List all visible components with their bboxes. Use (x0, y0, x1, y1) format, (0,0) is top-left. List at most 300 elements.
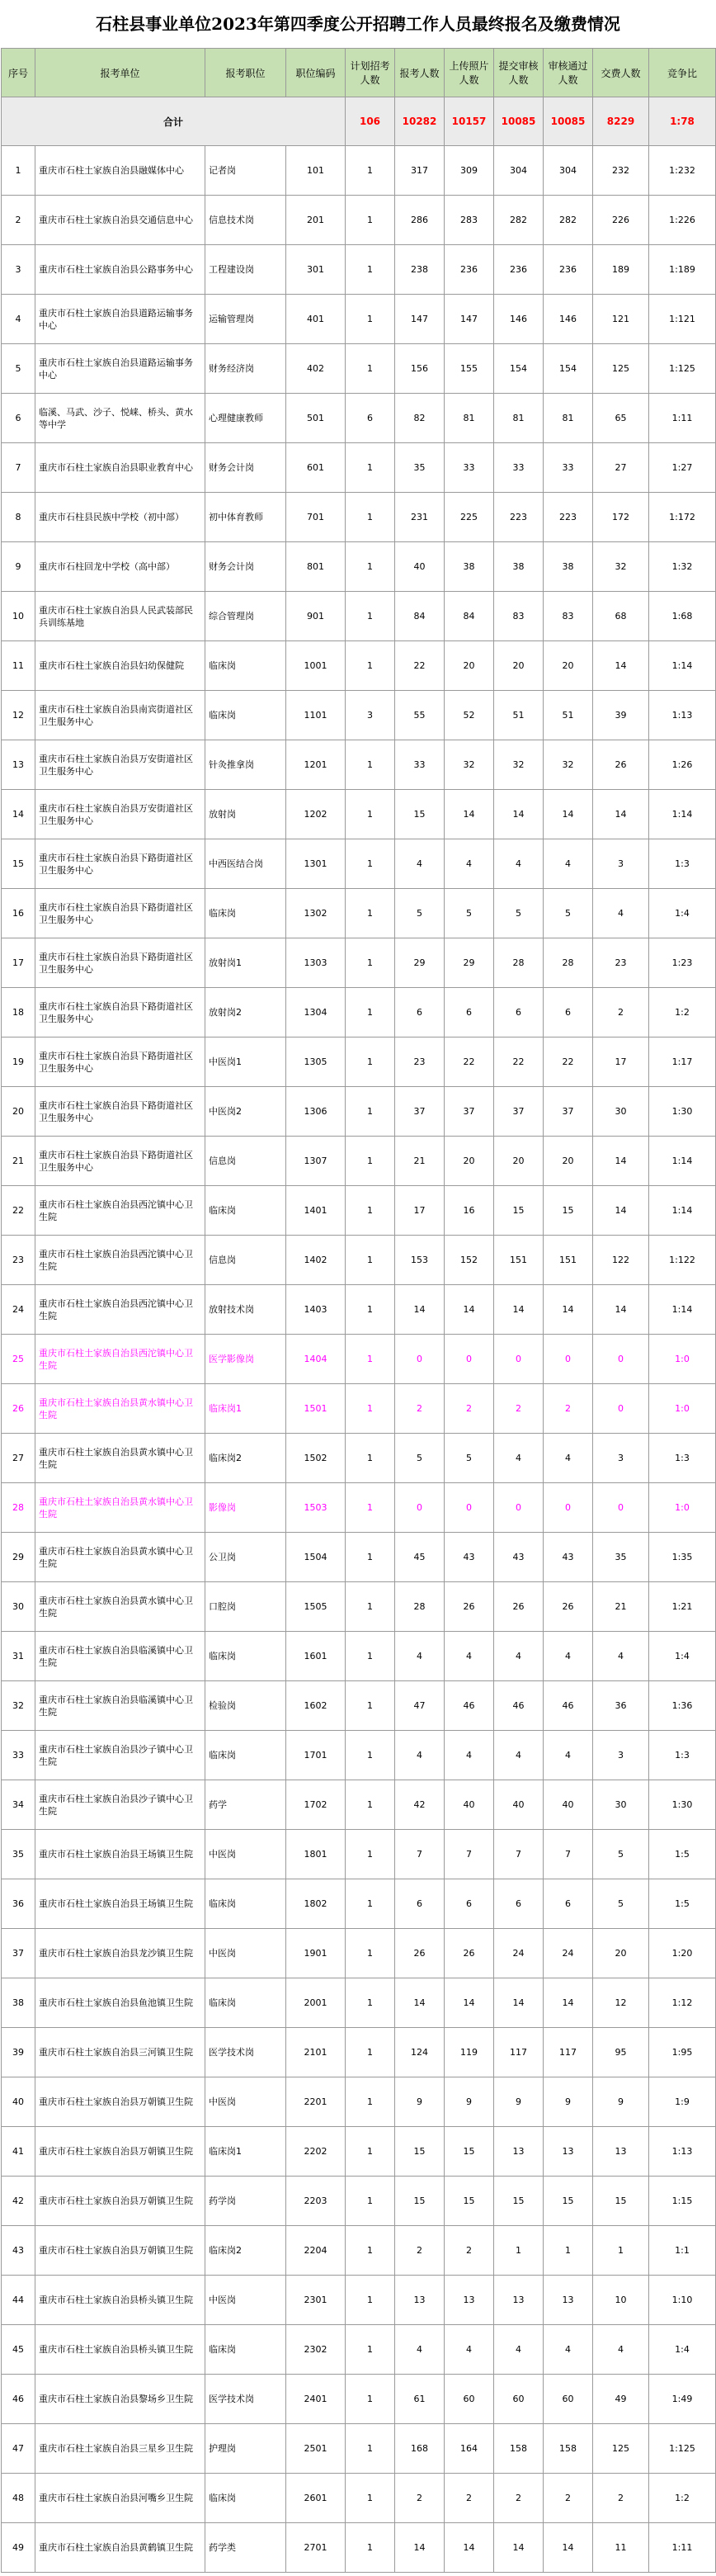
row-paid: 17 (593, 1037, 649, 1087)
row-pass: 4 (544, 1731, 593, 1780)
row-number: 3 (2, 245, 35, 295)
row-paid: 12 (593, 1978, 649, 2028)
row-submit: 4 (494, 1434, 544, 1483)
row-unit: 重庆市石柱土家族自治县临溪镇中心卫生院 (35, 1632, 205, 1681)
row-apply: 286 (395, 196, 445, 245)
row-code: 1302 (286, 889, 346, 938)
table-row (2, 1137, 716, 1186)
row-apply: 23 (395, 1037, 445, 1087)
table-row (2, 443, 716, 493)
row-plan: 1 (346, 1879, 395, 1929)
row-pass: 15 (544, 2177, 593, 2226)
row-pass: 20 (544, 641, 593, 691)
row-ratio: 1:11 (649, 394, 716, 443)
row-post: 护理岗 (205, 2424, 286, 2474)
row-post: 医学影像岗 (205, 1335, 286, 1384)
row-apply: 15 (395, 2177, 445, 2226)
row-submit: 146 (494, 295, 544, 344)
row-plan: 1 (346, 2325, 395, 2375)
row-pass: 1 (544, 2226, 593, 2276)
row-pass: 20 (544, 1137, 593, 1186)
row-paid: 4 (593, 889, 649, 938)
header-apply: 报考人数 (395, 49, 445, 97)
row-plan: 1 (346, 2177, 395, 2226)
row-plan: 1 (346, 1285, 395, 1335)
row-unit: 重庆市石柱土家族自治县黄水镇中心卫生院 (35, 1434, 205, 1483)
row-pass: 223 (544, 493, 593, 542)
table-row (2, 1681, 716, 1731)
row-code: 1307 (286, 1137, 346, 1186)
row-code: 1201 (286, 740, 346, 790)
total-ratio: 1:78 (649, 97, 716, 146)
row-paid: 15 (593, 2177, 649, 2226)
row-code: 1501 (286, 1384, 346, 1434)
row-number: 12 (2, 691, 35, 740)
row-unit: 重庆市石柱土家族自治县下路街道社区卫生服务中心 (35, 988, 205, 1037)
row-photo: 20 (445, 641, 494, 691)
row-ratio: 1:10 (649, 2276, 716, 2325)
row-ratio: 1:68 (649, 592, 716, 641)
table-row (2, 740, 716, 790)
row-paid: 5 (593, 1830, 649, 1879)
row-apply: 35 (395, 443, 445, 493)
row-ratio: 1:122 (649, 1236, 716, 1285)
row-plan: 1 (346, 443, 395, 493)
row-unit: 重庆市石柱土家族自治县南宾街道社区卫生服务中心 (35, 691, 205, 740)
row-paid: 2 (593, 988, 649, 1037)
row-submit: 43 (494, 1533, 544, 1582)
table-row (2, 2523, 716, 2573)
row-plan: 1 (346, 344, 395, 394)
table-row (2, 1533, 716, 1582)
row-photo: 4 (445, 839, 494, 889)
row-unit: 重庆市石柱土家族自治县龙沙镇卫生院 (35, 1929, 205, 1978)
row-number: 15 (2, 839, 35, 889)
row-pass: 14 (544, 1285, 593, 1335)
row-paid: 39 (593, 691, 649, 740)
row-paid: 30 (593, 1087, 649, 1137)
row-post: 中医岗1 (205, 1037, 286, 1087)
row-photo: 46 (445, 1681, 494, 1731)
row-ratio: 1:121 (649, 295, 716, 344)
row-submit: 83 (494, 592, 544, 641)
row-apply: 4 (395, 2325, 445, 2375)
row-post: 综合管理岗 (205, 592, 286, 641)
row-code: 801 (286, 542, 346, 592)
row-photo: 32 (445, 740, 494, 790)
row-apply: 6 (395, 1879, 445, 1929)
row-unit: 重庆市石柱土家族自治县万朝镇卫生院 (35, 2127, 205, 2177)
row-ratio: 1:23 (649, 938, 716, 988)
row-post: 影像岗 (205, 1483, 286, 1533)
row-pass: 46 (544, 1681, 593, 1731)
row-unit: 重庆市石柱土家族自治县职业教育中心 (35, 443, 205, 493)
row-ratio: 1:3 (649, 839, 716, 889)
row-ratio: 1:0 (649, 1335, 716, 1384)
table-row (2, 938, 716, 988)
table-row (2, 1483, 716, 1533)
row-plan: 1 (346, 1137, 395, 1186)
row-ratio: 1:30 (649, 1087, 716, 1137)
row-apply: 47 (395, 1681, 445, 1731)
row-plan: 1 (346, 1929, 395, 1978)
row-pass: 304 (544, 146, 593, 196)
row-photo: 4 (445, 1632, 494, 1681)
row-post: 放射岗2 (205, 988, 286, 1037)
row-number: 47 (2, 2424, 35, 2474)
row-unit: 重庆市石柱土家族自治县黄鹤镇卫生院 (35, 2523, 205, 2573)
row-plan: 1 (346, 146, 395, 196)
row-ratio: 1:21 (649, 1582, 716, 1632)
row-code: 2401 (286, 2375, 346, 2424)
row-ratio: 1:95 (649, 2028, 716, 2077)
row-number: 26 (2, 1384, 35, 1434)
row-apply: 40 (395, 542, 445, 592)
row-pass: 146 (544, 295, 593, 344)
row-number: 22 (2, 1186, 35, 1236)
row-unit: 重庆市石柱土家族自治县黄水镇中心卫生院 (35, 1582, 205, 1632)
row-photo: 15 (445, 2127, 494, 2177)
row-plan: 1 (346, 2424, 395, 2474)
row-photo: 37 (445, 1087, 494, 1137)
row-number: 29 (2, 1533, 35, 1582)
row-photo: 119 (445, 2028, 494, 2077)
row-paid: 2 (593, 2474, 649, 2523)
row-paid: 23 (593, 938, 649, 988)
row-photo: 13 (445, 2276, 494, 2325)
row-plan: 1 (346, 790, 395, 839)
row-number: 31 (2, 1632, 35, 1681)
row-photo: 26 (445, 1582, 494, 1632)
table-row (2, 839, 716, 889)
row-pass: 24 (544, 1929, 593, 1978)
row-post: 临床岗 (205, 1978, 286, 2028)
row-submit: 117 (494, 2028, 544, 2077)
row-unit: 重庆市石柱土家族自治县河嘴乡卫生院 (35, 2474, 205, 2523)
row-unit: 重庆市石柱土家族自治县临溪镇中心卫生院 (35, 1681, 205, 1731)
row-ratio: 1:14 (649, 1285, 716, 1335)
row-apply: 26 (395, 1929, 445, 1978)
row-apply: 15 (395, 2127, 445, 2177)
row-apply: 15 (395, 790, 445, 839)
row-ratio: 1:9 (649, 2077, 716, 2127)
row-apply: 156 (395, 344, 445, 394)
table-row (2, 691, 716, 740)
header-unit: 报考单位 (35, 49, 205, 97)
row-number: 34 (2, 1780, 35, 1830)
row-pass: 0 (544, 1335, 593, 1384)
row-photo: 309 (445, 146, 494, 196)
row-code: 2101 (286, 2028, 346, 2077)
row-pass: 6 (544, 1879, 593, 1929)
row-post: 放射岗1 (205, 938, 286, 988)
header-photo: 上传照片人数 (445, 49, 494, 97)
row-pass: 13 (544, 2276, 593, 2325)
row-submit: 20 (494, 641, 544, 691)
row-plan: 1 (346, 1632, 395, 1681)
row-pass: 9 (544, 2077, 593, 2127)
row-plan: 1 (346, 592, 395, 641)
row-post: 工程建设岗 (205, 245, 286, 295)
table-row (2, 790, 716, 839)
table-row (2, 1929, 716, 1978)
row-ratio: 1:13 (649, 2127, 716, 2177)
row-code: 1101 (286, 691, 346, 740)
row-submit: 26 (494, 1582, 544, 1632)
row-pass: 60 (544, 2375, 593, 2424)
row-code: 1801 (286, 1830, 346, 1879)
row-ratio: 1:30 (649, 1780, 716, 1830)
row-photo: 5 (445, 889, 494, 938)
row-number: 21 (2, 1137, 35, 1186)
row-code: 701 (286, 493, 346, 542)
row-number: 14 (2, 790, 35, 839)
row-ratio: 1:226 (649, 196, 716, 245)
row-apply: 2 (395, 2474, 445, 2523)
table-row (2, 1285, 716, 1335)
row-code: 2001 (286, 1978, 346, 2028)
row-apply: 22 (395, 641, 445, 691)
row-plan: 1 (346, 1335, 395, 1384)
total-row (2, 97, 716, 146)
row-paid: 0 (593, 1483, 649, 1533)
table-row (2, 1632, 716, 1681)
row-ratio: 1:49 (649, 2375, 716, 2424)
row-submit: 33 (494, 443, 544, 493)
row-apply: 317 (395, 146, 445, 196)
row-paid: 125 (593, 2424, 649, 2474)
row-apply: 55 (395, 691, 445, 740)
row-paid: 4 (593, 1632, 649, 1681)
table-row (2, 146, 716, 196)
row-plan: 1 (346, 1384, 395, 1434)
row-unit: 重庆市石柱土家族自治县三星乡卫生院 (35, 2424, 205, 2474)
row-photo: 225 (445, 493, 494, 542)
row-post: 临床岗2 (205, 1434, 286, 1483)
row-post: 药学岗 (205, 2177, 286, 2226)
row-code: 1503 (286, 1483, 346, 1533)
row-number: 7 (2, 443, 35, 493)
row-pass: 158 (544, 2424, 593, 2474)
row-plan: 1 (346, 245, 395, 295)
row-pass: 13 (544, 2127, 593, 2177)
row-submit: 4 (494, 1731, 544, 1780)
row-number: 42 (2, 2177, 35, 2226)
table-row (2, 493, 716, 542)
row-submit: 0 (494, 1483, 544, 1533)
row-submit: 282 (494, 196, 544, 245)
row-unit: 重庆市石柱土家族自治县下路街道社区卫生服务中心 (35, 938, 205, 988)
row-code: 401 (286, 295, 346, 344)
row-photo: 4 (445, 1731, 494, 1780)
header-paid: 交费人数 (593, 49, 649, 97)
row-unit: 重庆市石柱土家族自治县西沱镇中心卫生院 (35, 1186, 205, 1236)
row-unit: 重庆市石柱土家族自治县妇幼保健院 (35, 641, 205, 691)
row-submit: 0 (494, 1335, 544, 1384)
row-number: 2 (2, 196, 35, 245)
row-post: 中医岗 (205, 2276, 286, 2325)
row-paid: 14 (593, 641, 649, 691)
table-row (2, 2474, 716, 2523)
row-code: 901 (286, 592, 346, 641)
row-number: 30 (2, 1582, 35, 1632)
row-apply: 231 (395, 493, 445, 542)
row-code: 2301 (286, 2276, 346, 2325)
header-ratio: 竞争比 (649, 49, 716, 97)
row-apply: 84 (395, 592, 445, 641)
row-photo: 2 (445, 1384, 494, 1434)
row-post: 临床岗 (205, 1731, 286, 1780)
row-plan: 1 (346, 1037, 395, 1087)
table-header-row (2, 49, 716, 97)
row-paid: 5 (593, 1879, 649, 1929)
row-submit: 304 (494, 146, 544, 196)
table-row (2, 641, 716, 691)
row-post: 信息岗 (205, 1236, 286, 1285)
row-photo: 15 (445, 2177, 494, 2226)
table-row (2, 1236, 716, 1285)
table-row (2, 889, 716, 938)
row-paid: 122 (593, 1236, 649, 1285)
row-code: 1403 (286, 1285, 346, 1335)
row-plan: 1 (346, 2028, 395, 2077)
row-number: 5 (2, 344, 35, 394)
row-ratio: 1:3 (649, 1731, 716, 1780)
table-row (2, 1434, 716, 1483)
row-photo: 14 (445, 1285, 494, 1335)
row-photo: 20 (445, 1137, 494, 1186)
table-row (2, 2325, 716, 2375)
row-plan: 1 (346, 2077, 395, 2127)
row-photo: 38 (445, 542, 494, 592)
row-pass: 81 (544, 394, 593, 443)
row-plan: 1 (346, 641, 395, 691)
row-apply: 14 (395, 2523, 445, 2573)
row-submit: 37 (494, 1087, 544, 1137)
row-pass: 4 (544, 1434, 593, 1483)
row-unit: 重庆市石柱土家族自治县万朝镇卫生院 (35, 2226, 205, 2276)
table-row (2, 542, 716, 592)
row-pass: 6 (544, 988, 593, 1037)
row-ratio: 1:5 (649, 1879, 716, 1929)
row-submit: 28 (494, 938, 544, 988)
row-photo: 84 (445, 592, 494, 641)
row-post: 记者岗 (205, 146, 286, 196)
row-submit: 15 (494, 2177, 544, 2226)
row-number: 28 (2, 1483, 35, 1533)
row-photo: 0 (445, 1335, 494, 1384)
table-row (2, 295, 716, 344)
row-photo: 16 (445, 1186, 494, 1236)
table-row (2, 1830, 716, 1879)
row-unit: 重庆市石柱土家族自治县鱼池镇卫生院 (35, 1978, 205, 2028)
row-plan: 1 (346, 740, 395, 790)
row-code: 201 (286, 196, 346, 245)
row-plan: 1 (346, 2375, 395, 2424)
row-number: 17 (2, 938, 35, 988)
row-post: 药学类 (205, 2523, 286, 2573)
table-row (2, 1978, 716, 2028)
table-row (2, 2375, 716, 2424)
row-photo: 14 (445, 1978, 494, 2028)
row-submit: 15 (494, 1186, 544, 1236)
header-pass: 审核通过人数 (544, 49, 593, 97)
row-ratio: 1:0 (649, 1384, 716, 1434)
row-ratio: 1:35 (649, 1533, 716, 1582)
row-paid: 13 (593, 2127, 649, 2177)
row-unit: 重庆市石柱土家族自治县道路运输事务中心 (35, 295, 205, 344)
row-code: 1401 (286, 1186, 346, 1236)
row-apply: 124 (395, 2028, 445, 2077)
row-unit: 重庆市石柱土家族自治县黄水镇中心卫生院 (35, 1533, 205, 1582)
row-unit: 临溪、马武、沙子、悦崃、桥头、黄水等中学 (35, 394, 205, 443)
row-photo: 147 (445, 295, 494, 344)
row-number: 41 (2, 2127, 35, 2177)
row-photo: 81 (445, 394, 494, 443)
row-code: 1202 (286, 790, 346, 839)
row-ratio: 1:2 (649, 988, 716, 1037)
row-ratio: 1:14 (649, 1137, 716, 1186)
row-pass: 83 (544, 592, 593, 641)
row-apply: 29 (395, 938, 445, 988)
row-paid: 0 (593, 1335, 649, 1384)
row-apply: 7 (395, 1830, 445, 1879)
row-photo: 2 (445, 2474, 494, 2523)
row-submit: 40 (494, 1780, 544, 1830)
row-submit: 223 (494, 493, 544, 542)
table-row (2, 1037, 716, 1087)
row-post: 检验岗 (205, 1681, 286, 1731)
row-photo: 14 (445, 2523, 494, 2573)
row-photo: 155 (445, 344, 494, 394)
row-submit: 7 (494, 1830, 544, 1879)
row-unit: 重庆市石柱土家族自治县西沱镇中心卫生院 (35, 1335, 205, 1384)
header-submit: 提交审核人数 (494, 49, 544, 97)
table-row (2, 1087, 716, 1137)
row-submit: 60 (494, 2375, 544, 2424)
row-plan: 1 (346, 938, 395, 988)
row-number: 40 (2, 2077, 35, 2127)
row-paid: 226 (593, 196, 649, 245)
row-ratio: 1:36 (649, 1681, 716, 1731)
row-ratio: 1:32 (649, 542, 716, 592)
row-number: 46 (2, 2375, 35, 2424)
row-pass: 4 (544, 839, 593, 889)
row-number: 45 (2, 2325, 35, 2375)
row-submit: 158 (494, 2424, 544, 2474)
row-paid: 27 (593, 443, 649, 493)
row-post: 公卫岗 (205, 1533, 286, 1582)
row-unit: 重庆市石柱土家族自治县万安街道社区卫生服务中心 (35, 740, 205, 790)
row-code: 1001 (286, 641, 346, 691)
row-apply: 14 (395, 1285, 445, 1335)
row-code: 1602 (286, 1681, 346, 1731)
row-code: 1402 (286, 1236, 346, 1285)
row-code: 2501 (286, 2424, 346, 2474)
row-unit: 重庆市石柱土家族自治县公路事务中心 (35, 245, 205, 295)
row-ratio: 1:4 (649, 1632, 716, 1681)
row-pass: 14 (544, 2523, 593, 2573)
row-post: 财务会计岗 (205, 542, 286, 592)
row-ratio: 1:4 (649, 889, 716, 938)
row-submit: 4 (494, 2325, 544, 2375)
row-ratio: 1:20 (649, 1929, 716, 1978)
row-apply: 17 (395, 1186, 445, 1236)
row-submit: 13 (494, 2276, 544, 2325)
row-number: 25 (2, 1335, 35, 1384)
row-ratio: 1:3 (649, 1434, 716, 1483)
row-unit: 重庆市石柱土家族自治县融媒体中心 (35, 146, 205, 196)
